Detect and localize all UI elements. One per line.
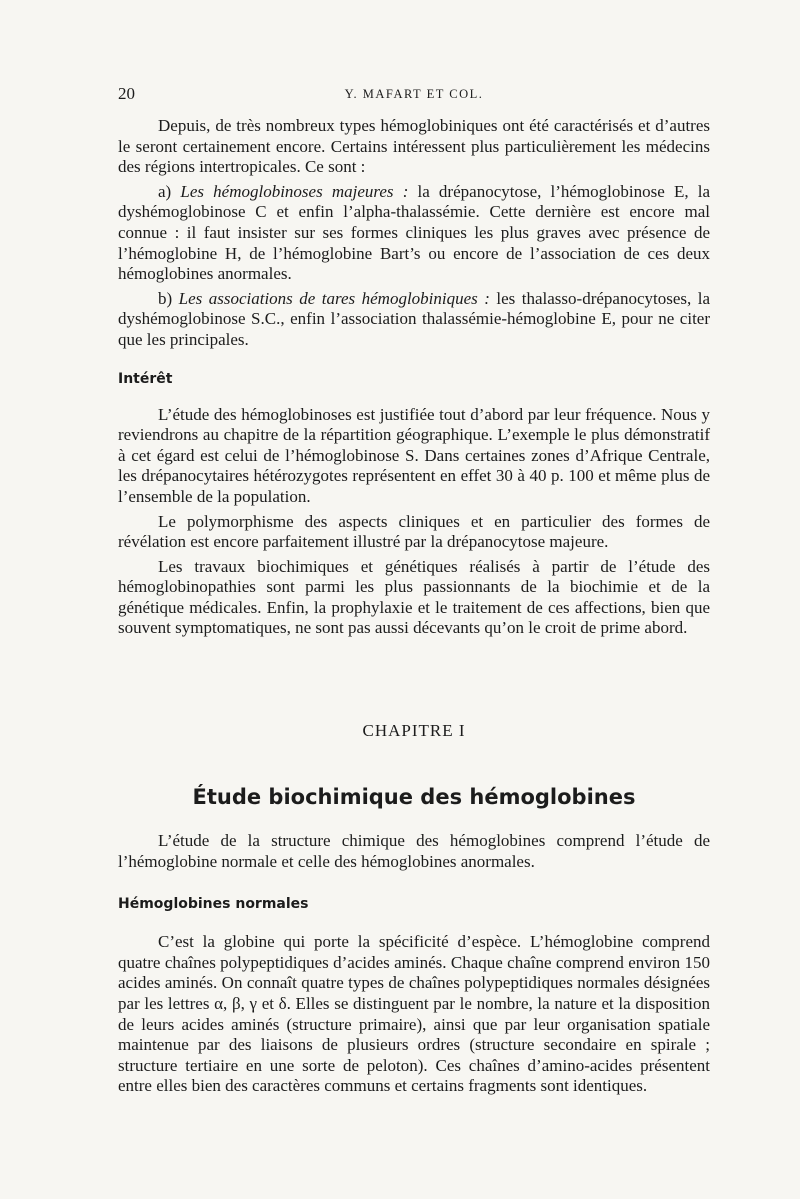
interet-paragraph-3: Les travaux biochimiques et génétiques réalisés à partir de l’étude des hémoglobinopathies sont parmi les plus passionnants de la biochimie et de la génétique médicales. Enfin, la prophylaxie et le traitement de ces affections, bien que souvent symptomatiques, ne sont pas aussi décevants qu’on le croit de prime abord.	[118, 556, 710, 638]
page-number: 20	[118, 84, 135, 103]
interet-paragraph-1: L’étude des hémoglobinoses est justifiée tout d’abord par leur fréquence. Nous y reviendrons au chapitre de la répartition géographique. L’exemple le plus démonstratif à cet égard est celui de l’hémoglobinose S. Dans certaines zones d’Afrique Centrale, les drépanocytaires hétérozygotes représentent en effet 30 à 40 p. 100 et même plus de l’ensemble de la population.	[118, 404, 710, 506]
list-item-b-title: Les associations de tares hémoglobiniques :	[178, 288, 490, 308]
list-item-a	[118, 182, 710, 285]
running-head-authors: Y. MAFART ET COL.	[344, 87, 484, 101]
intro-paragraph: Depuis, de très nombreux types hémoglobiniques ont été caractérisés et d’autres le seront certainement encore. Certains intéressent plus particulièrement les médecins des régions intertropicales. Ce sont :	[118, 116, 710, 177]
list-item-b	[118, 289, 710, 351]
section-heading-interet: Intérêt	[118, 370, 173, 387]
list-item-a-prefix: a)	[158, 181, 181, 201]
interet-paragraph-2: Le polymorphisme des aspects cliniques et en particulier des formes de révélation est encore parfaitement illustré par la drépanocytose majeure.	[118, 511, 710, 552]
page-body	[118, 116, 710, 1097]
chapter-label: CHAPITRE I	[362, 721, 466, 741]
running-head	[118, 84, 710, 106]
section-heading-hemoglobines-normales: Hémoglobines normales	[118, 896, 309, 913]
list-item-a-text: la drépanocytose, l’hémoglobinose E, la dyshémoglobinose C et enfin l’alpha-thalassémie. Cette dernière est encore mal connue : il faut insister sur ses formes cliniques les plus graves avec présence de l’hémoglobine H, de l’hémoglobine Bart’s ou encore de l’association de ces deux hémoglobines anormales.	[118, 181, 710, 284]
normales-paragraph: C’est la globine qui porte la spécificité d’espèce. L’hémoglobine comprend quatre chaînes polypeptidiques d’acides aminés. Chaque chaîne comprend environ 150 acides aminés. On connaît quatre types de chaînes polypeptidiques normales désignées par les lettres α, β, γ et δ. Elles se distinguent par le nombre, la nature et la disposition de leurs acides aminés (structure primaire), ainsi que par leur organisation spatiale maintenue par des liaisons de plusieurs ordres (structure secondaire en spirale ; structure tertiaire en une sorte de peloton). Ces chaînes d’amino-acides présentent entre elles bien des caractères communs et certains fragments sont identiques.	[118, 932, 710, 1096]
chapter-title: Étude biochimique des hémoglobines	[192, 785, 636, 810]
list-item-a-title: Les hémoglobinoses majeures :	[180, 181, 409, 201]
list-item-b-prefix: b)	[158, 288, 179, 308]
chapter-intro-paragraph: L’étude de la structure chimique des hémoglobines comprend l’étude de l’hémoglobine normale et celle des hémoglobines anormales.	[118, 831, 710, 871]
list-item-b-text: les thalasso-drépanocytoses, la dyshémoglobinose S.C., enfin l’association thalassémie-hémoglobine E, pour ne citer que les principales.	[118, 288, 710, 349]
